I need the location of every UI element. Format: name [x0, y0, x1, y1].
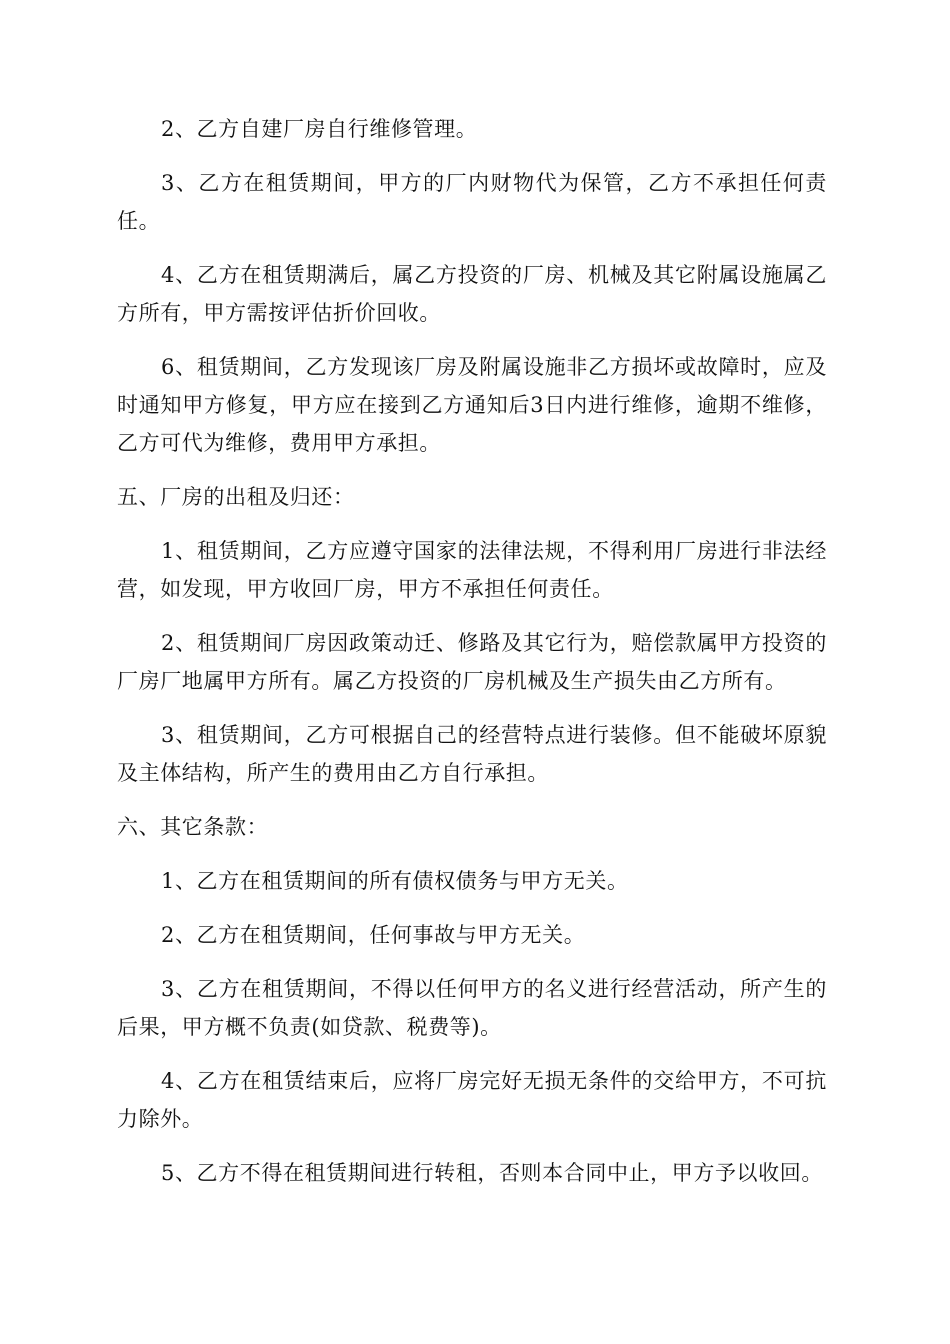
clause-paragraph: 4、乙方在租赁期满后，属乙方投资的厂房、机械及其它附属设施属乙方所有，甲方需按评估折价回收。	[117, 263, 827, 325]
clause-paragraph: 2、租赁期间厂房因政策动迁、修路及其它行为，赔偿款属甲方投资的厂房厂地属甲方所有。属乙方投资的厂房机械及生产损失由乙方所有。	[117, 631, 827, 693]
document-page	[117, 110, 827, 1208]
clause-paragraph: 4、乙方在租赁结束后，应将厂房完好无损无条件的交给甲方，不可抗力除外。	[117, 1069, 827, 1131]
clause-paragraph: 1、乙方在租赁期间的所有债权债务与甲方无关。	[161, 869, 629, 893]
clause-paragraph: 5、乙方不得在租赁期间进行转租，否则本合同中止，甲方予以收回。	[161, 1161, 823, 1185]
clause-paragraph: 2、乙方在租赁期间，任何事故与甲方无关。	[161, 923, 586, 947]
clause-paragraph: 3、租赁期间，乙方可根据自己的经营特点进行装修。但不能破坏原貌及主体结构，所产生的费用由乙方自行承担。	[117, 723, 827, 785]
section-heading: 六、其它条款：	[117, 815, 269, 839]
clause-paragraph: 3、乙方在租赁期间，甲方的厂内财物代为保管，乙方不承担任何责任。	[117, 171, 827, 233]
clause-paragraph: 2、乙方自建厂房自行维修管理。	[161, 117, 478, 141]
section-heading: 五、厂房的出租及归还：	[117, 485, 355, 509]
clause-paragraph: 3、乙方在租赁期间，不得以任何甲方的名义进行经营活动，所产生的后果，甲方概不负责(如贷款、税费等)。	[117, 977, 827, 1039]
clause-paragraph: 6、租赁期间，乙方发现该厂房及附属设施非乙方损坏或故障时，应及时通知甲方修复，甲方应在接到乙方通知后3日内进行维修，逾期不维修，乙方可代为维修，费用甲方承担。	[117, 355, 827, 455]
clause-paragraph: 1、租赁期间，乙方应遵守国家的法律法规，不得利用厂房进行非法经营，如发现，甲方收回厂房，甲方不承担任何责任。	[117, 539, 827, 601]
